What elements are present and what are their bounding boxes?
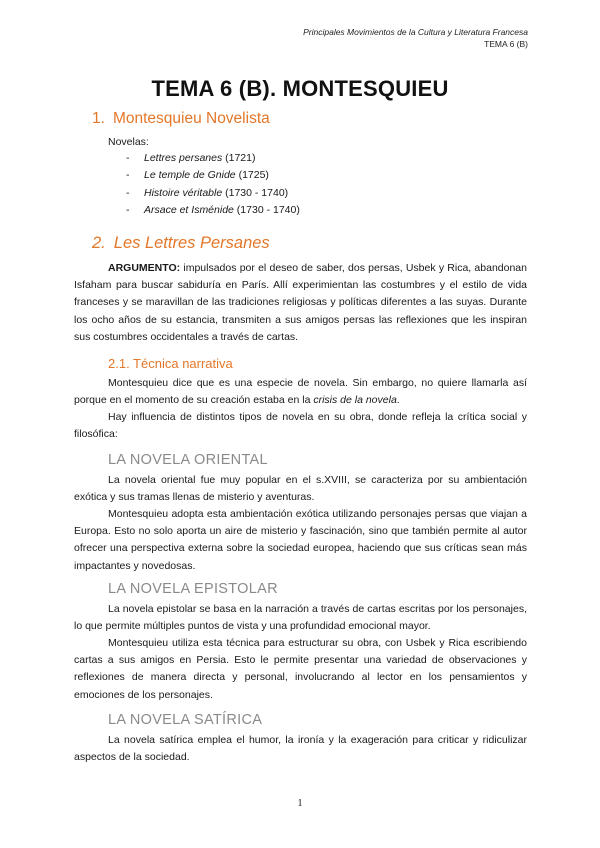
- subsection-2-1-heading: 2.1. Técnica narrativa: [108, 356, 233, 371]
- novel-title: Lettres persanes: [144, 152, 223, 164]
- page-title: TEMA 6 (B). MONTESQUIEU: [151, 76, 449, 101]
- list-item: - Lettres persanes (1721): [126, 152, 256, 164]
- running-header: [303, 26, 528, 50]
- header-topic: TEMA 6 (B): [484, 39, 528, 49]
- argument-paragraph: [74, 260, 527, 346]
- epistolar-paragraph-1: La novela epistolar se basa en la narración a través de cartas escritas por los personajes, lo que permite múltiples puntos de vista y una profundidad emocional mayor.: [74, 603, 527, 633]
- oriental-paragraph-2: Montesquieu adopta esta ambientación exótica utilizando personajes persas que viajan a Europa. Esto no solo aporta un aire de misterio y fascinación, sino que también permite al autor ofrecer una perspectiva externa sobre la sociedad europea, haciendo que sus críticas sean más impactantes y novedosas.: [74, 508, 527, 572]
- satirica-heading: LA NOVELA SATÍRICA: [108, 712, 263, 728]
- section-1-number: 1.: [92, 110, 105, 127]
- section-2-heading: [92, 234, 270, 253]
- section-2-number: 2.: [92, 234, 106, 252]
- novel-years: (1725): [235, 169, 269, 182]
- list-item: - Le temple de Gnide (1725): [126, 169, 269, 182]
- satirica-paragraph-1: La novela satírica emplea el humor, la ironía y la exageración para criticar y ridiculizar aspectos de la sociedad.: [74, 734, 527, 764]
- novel-title: Le temple de Gnide: [144, 169, 236, 182]
- header-course-title: Principales Movimientos de la Cultura y Literatura Francesa: [303, 27, 528, 37]
- page-number: 1: [297, 798, 303, 809]
- argument-text: impulsados por el deseo de saber, dos persas, Usbek y Rica, abandonan Isfaham para buscar sabiduría en París. Allí experimientan las costumbres y el estilo de vida franceses y se maravillan de las tradiciones religiosas y políticas diferentes a las suyas. Durante los ocho años de su estancia, transmiten a sus amigos persas las reflexiones que les inspiran sus costumbres occidentales a través de cartas.: [74, 262, 527, 343]
- list-item: - Histoire véritable (1730 - 1740): [126, 186, 289, 199]
- argument-label: ARGUMENTO:: [108, 262, 181, 274]
- section-1-title: Montesquieu Novelista: [112, 110, 270, 127]
- novel-title: Arsace et Isménide: [144, 203, 234, 216]
- novel-years: (1730 - 1740): [222, 186, 289, 199]
- section-2-title: Les Lettres Persanes: [113, 234, 270, 252]
- oriental-paragraph-1: La novela oriental fue muy popular en el s.XVIII, se caracteriza por su ambientación exótica y sus tramas llenas de misterio y aventuras.: [74, 474, 527, 504]
- narrative-paragraph-1: Montesquieu dice que es una especie de novela. Sin embargo, no quiere llamarla así porque en el momento de su creación estaba en la crisis de la novela.: [74, 377, 527, 407]
- section-1-heading: [92, 110, 270, 128]
- epistolar-paragraph-2: Montesquieu utiliza esta técnica para estructurar su obra, con Usbek y Rica escribiendo cartas a sus amigos en Persia. Esto le permite presentar una variedad de observaciones y reflexiones de manera directa y personal, involucrando al lector en los pensamientos y emociones de los personajes.: [74, 637, 527, 701]
- oriental-heading: LA NOVELA ORIENTAL: [108, 452, 268, 468]
- epistolar-heading: LA NOVELA EPISTOLAR: [108, 581, 278, 597]
- novel-years: (1730 - 1740): [233, 203, 300, 216]
- novel-list: [126, 150, 300, 219]
- novels-label: Novelas:: [108, 136, 149, 148]
- narrative-paragraph-2: Hay influencia de distintos tipos de novela en su obra, donde refleja la crítica social y filosófica:: [74, 411, 527, 441]
- list-item: - Arsace et Isménide (1730 - 1740): [126, 203, 300, 216]
- crisis-phrase: crisis de la novela: [313, 394, 397, 407]
- novel-title: Histoire véritable: [144, 186, 223, 199]
- novel-years: (1721): [222, 152, 256, 164]
